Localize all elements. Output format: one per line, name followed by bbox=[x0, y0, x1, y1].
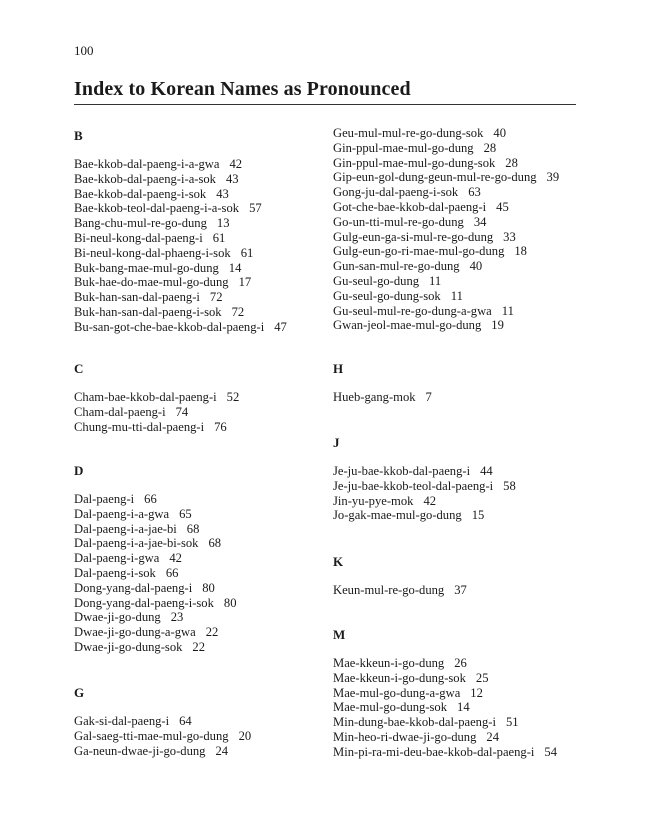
entry-name: Bi-neul-kong-dal-paeng-i bbox=[74, 230, 203, 245]
index-section bbox=[74, 463, 236, 655]
section-letter-heading: C bbox=[74, 361, 84, 376]
entry-page-number: 12 bbox=[470, 685, 483, 700]
index-entry bbox=[333, 289, 559, 304]
entry-page-number: 76 bbox=[214, 419, 227, 434]
entry-name: Geu-mul-mul-re-go-dung-sok bbox=[333, 126, 484, 140]
index-entry bbox=[74, 744, 251, 759]
entry-page-number: 26 bbox=[454, 656, 467, 670]
entry-page-number: 14 bbox=[457, 700, 470, 715]
entry-name: Bae-kkob-dal-paeng-i-a-sok bbox=[74, 171, 216, 186]
entry-page-number: 11 bbox=[450, 288, 463, 303]
index-entry bbox=[333, 390, 432, 405]
section-letter-heading: K bbox=[333, 554, 344, 569]
entry-page-number: 80 bbox=[223, 595, 237, 610]
entry-page-number: 65 bbox=[179, 506, 192, 521]
index-entry bbox=[333, 259, 559, 274]
entry-page-number: 22 bbox=[205, 625, 219, 640]
entry-page-number: 58 bbox=[503, 478, 516, 493]
entry-page-number: 25 bbox=[475, 670, 489, 685]
entry-page-number: 61 bbox=[212, 230, 226, 245]
entry-page-number: 24 bbox=[215, 743, 229, 758]
entry-name: Gu-seul-go-dung bbox=[333, 273, 420, 288]
entry-page-number: 42 bbox=[169, 551, 182, 566]
entry-name: Gulg-eun-ga-si-mul-re-go-dung bbox=[333, 229, 494, 244]
entry-name: Cham-bae-kkob-dal-paeng-i bbox=[74, 390, 217, 404]
entry-page-number: 40 bbox=[493, 126, 506, 140]
index-entry bbox=[74, 625, 236, 640]
entry-page-number: 28 bbox=[483, 140, 497, 155]
index-section bbox=[333, 554, 467, 598]
entry-page-number: 23 bbox=[170, 610, 184, 625]
entry-name: Gin-ppul-mae-mul-go-dung bbox=[333, 140, 474, 155]
index-entry bbox=[333, 479, 516, 494]
entry-page-number: 44 bbox=[480, 464, 493, 478]
entry-name: Buk-bang-mae-mul-go-dung bbox=[74, 260, 219, 275]
entry-name: Keun-mul-re-go-dung bbox=[333, 583, 445, 597]
entry-name: Gip-eun-gol-dung-geun-mul-re-go-dung bbox=[333, 170, 537, 185]
entry-name: Dal-paeng-i-gwa bbox=[74, 551, 160, 566]
index-entry bbox=[74, 275, 287, 290]
section-letter-heading: H bbox=[333, 361, 344, 376]
entry-page-number: 54 bbox=[544, 744, 558, 759]
index-entry bbox=[333, 464, 516, 479]
page-title: Index to Korean Names as Pronounced bbox=[74, 78, 576, 105]
index-entry bbox=[74, 729, 251, 744]
index-entry bbox=[74, 390, 239, 405]
index-entry bbox=[74, 566, 236, 581]
entry-name: Mae-kkeun-i-go-dung bbox=[333, 656, 445, 670]
index-entry bbox=[333, 185, 559, 200]
index-entry bbox=[74, 536, 236, 551]
index-entry bbox=[74, 157, 287, 172]
entry-page-number: 13 bbox=[216, 216, 230, 231]
index-entry bbox=[333, 156, 559, 171]
entry-name: Bae-kkob-dal-paeng-i-a-gwa bbox=[74, 157, 220, 171]
index-section bbox=[74, 128, 287, 335]
index-entry bbox=[333, 200, 559, 215]
entry-name: Ga-neun-dwae-ji-go-dung bbox=[74, 743, 206, 758]
entry-name: Bae-kkob-dal-paeng-i-sok bbox=[74, 186, 207, 201]
entry-name: Dal-paeng-i-a-gwa bbox=[74, 506, 170, 521]
entry-name: Gu-seul-go-dung-sok bbox=[333, 288, 441, 303]
entry-name: Hueb-gang-mok bbox=[333, 390, 416, 404]
entry-page-number: 51 bbox=[505, 715, 519, 730]
index-entry bbox=[74, 522, 236, 537]
index-entry bbox=[74, 640, 236, 655]
section-letter-heading: D bbox=[74, 463, 84, 478]
entry-page-number: 68 bbox=[186, 521, 200, 536]
entry-page-number: 37 bbox=[454, 583, 467, 597]
index-section bbox=[333, 126, 559, 333]
index-entry bbox=[333, 126, 559, 141]
index-entry bbox=[333, 304, 559, 319]
entry-name: Dal-paeng-i-a-jae-bi-sok bbox=[74, 536, 199, 551]
entry-page-number: 47 bbox=[274, 319, 287, 334]
entry-name: Jin-yu-pye-mok bbox=[333, 493, 414, 508]
entry-page-number: 63 bbox=[468, 185, 481, 200]
index-section bbox=[333, 361, 432, 405]
index-entry bbox=[333, 686, 557, 701]
entry-page-number: 80 bbox=[202, 580, 215, 595]
index-entry bbox=[74, 231, 287, 246]
index-entry bbox=[333, 583, 467, 598]
entry-name: Dwae-ji-go-dung bbox=[74, 610, 161, 625]
index-entry bbox=[74, 581, 236, 596]
index-entry bbox=[74, 492, 236, 507]
entry-name: Gong-ju-dal-paeng-i-sok bbox=[333, 185, 459, 200]
index-entry bbox=[74, 246, 287, 261]
section-letter-heading: B bbox=[74, 128, 83, 143]
section-letter-heading: M bbox=[333, 627, 346, 642]
index-entry bbox=[333, 494, 516, 509]
entry-name: Buk-hae-do-mae-mul-go-dung bbox=[74, 275, 229, 290]
index-entry bbox=[333, 656, 557, 671]
index-entry bbox=[333, 730, 557, 745]
entry-page-number: 72 bbox=[209, 290, 223, 305]
entry-page-number: 45 bbox=[496, 199, 509, 214]
entry-page-number: 42 bbox=[229, 157, 243, 171]
entry-page-number: 57 bbox=[249, 201, 262, 216]
index-entry bbox=[333, 715, 557, 730]
entry-name: Dal-paeng-i-sok bbox=[74, 565, 156, 580]
index-entry bbox=[74, 507, 236, 522]
index-entry bbox=[74, 305, 287, 320]
entry-name: Go-un-tti-mul-re-go-dung bbox=[333, 214, 464, 229]
index-entry bbox=[74, 216, 287, 231]
entry-name: Dwae-ji-go-dung-a-gwa bbox=[74, 625, 196, 640]
entry-name: Gwan-jeol-mae-mul-go-dung bbox=[333, 318, 482, 333]
index-entry bbox=[74, 261, 287, 276]
entry-name: Chung-mu-tti-dal-paeng-i bbox=[74, 419, 205, 434]
index-entry bbox=[333, 318, 559, 333]
entry-page-number: 11 bbox=[429, 273, 442, 288]
entry-page-number: 39 bbox=[546, 170, 560, 185]
index-section bbox=[74, 361, 239, 434]
entry-page-number: 28 bbox=[505, 155, 518, 170]
entry-name: Gun-san-mul-re-go-dung bbox=[333, 259, 460, 274]
entry-page-number: 66 bbox=[144, 492, 157, 506]
entry-name: Min-dung-bae-kkob-dal-paeng-i bbox=[333, 715, 496, 730]
section-letter-heading: G bbox=[74, 685, 85, 700]
entry-name: Gak-si-dal-paeng-i bbox=[74, 714, 170, 728]
entry-page-number: 14 bbox=[228, 260, 242, 275]
entry-name: Buk-han-san-dal-paeng-i-sok bbox=[74, 304, 222, 319]
index-section bbox=[333, 435, 516, 523]
index-entry bbox=[333, 508, 516, 523]
entry-page-number: 61 bbox=[240, 245, 254, 260]
entry-page-number: 11 bbox=[501, 303, 514, 318]
index-entry bbox=[74, 290, 287, 305]
entry-name: Jo-gak-mae-mul-go-dung bbox=[333, 508, 462, 523]
entry-name: Min-pi-ra-mi-deu-bae-kkob-dal-paeng-i bbox=[333, 744, 535, 759]
index-entry bbox=[74, 405, 239, 420]
entry-name: Dong-yang-dal-paeng-i-sok bbox=[74, 595, 214, 610]
entry-page-number: 42 bbox=[423, 493, 437, 508]
entry-page-number: 72 bbox=[231, 304, 245, 319]
entry-name: Dwae-ji-go-dung-sok bbox=[74, 639, 183, 654]
index-entry bbox=[333, 230, 559, 245]
entry-name: Buk-han-san-dal-paeng-i bbox=[74, 290, 200, 305]
entry-name: Min-heo-ri-dwae-ji-go-dung bbox=[333, 729, 477, 744]
entry-name: Bi-neul-kong-dal-phaeng-i-sok bbox=[74, 245, 231, 260]
entry-name: Gal-saeg-tti-mae-mul-go-dung bbox=[74, 728, 229, 743]
index-entry bbox=[333, 170, 559, 185]
index-entry bbox=[74, 610, 236, 625]
index-section bbox=[333, 627, 557, 760]
entry-page-number: 74 bbox=[175, 404, 189, 419]
entry-page-number: 33 bbox=[503, 229, 516, 244]
entry-page-number: 19 bbox=[491, 318, 504, 333]
index-entry bbox=[74, 596, 236, 611]
entry-page-number: 22 bbox=[192, 639, 206, 654]
entry-page-number: 52 bbox=[226, 390, 240, 404]
entry-name: Mae-mul-go-dung-sok bbox=[333, 700, 448, 715]
entry-page-number: 66 bbox=[165, 565, 179, 580]
entry-name: Dong-yang-dal-paeng-i bbox=[74, 580, 193, 595]
index-entry bbox=[333, 274, 559, 289]
index-entry bbox=[74, 201, 287, 216]
index-entry bbox=[333, 244, 559, 259]
entry-name: Bu-san-got-che-bae-kkob-dal-paeng-i bbox=[74, 319, 265, 334]
entry-name: Gu-seul-mul-re-go-dung-a-gwa bbox=[333, 303, 492, 318]
index-entry bbox=[74, 420, 239, 435]
entry-page-number: 15 bbox=[471, 508, 485, 523]
entry-page-number: 24 bbox=[486, 729, 499, 744]
entry-page-number: 17 bbox=[238, 275, 252, 290]
entry-name: Bae-kkob-teol-dal-paeng-i-a-sok bbox=[74, 201, 240, 216]
entry-page-number: 68 bbox=[208, 536, 222, 551]
entry-name: Bang-chu-mul-re-go-dung bbox=[74, 216, 207, 231]
entry-name: Je-ju-bae-kkob-dal-paeng-i bbox=[333, 464, 471, 478]
entry-name: Je-ju-bae-kkob-teol-dal-paeng-i bbox=[333, 478, 494, 493]
entry-page-number: 40 bbox=[469, 259, 483, 274]
entry-name: Dal-paeng-i-a-jae-bi bbox=[74, 521, 177, 536]
entry-name: Got-che-bae-kkob-dal-paeng-i bbox=[333, 199, 487, 214]
page-number: 100 bbox=[74, 43, 94, 58]
index-entry bbox=[74, 714, 251, 729]
entry-page-number: 64 bbox=[179, 714, 192, 728]
index-entry bbox=[74, 187, 287, 202]
entry-page-number: 43 bbox=[225, 171, 239, 186]
index-entry bbox=[74, 320, 287, 335]
section-letter-heading: J bbox=[333, 435, 340, 450]
index-entry bbox=[333, 745, 557, 760]
entry-name: Mae-mul-go-dung-a-gwa bbox=[333, 685, 461, 700]
index-entry bbox=[333, 700, 557, 715]
entry-page-number: 20 bbox=[238, 728, 252, 743]
index-entry bbox=[333, 215, 559, 230]
index-entry bbox=[333, 671, 557, 686]
index-entry bbox=[333, 141, 559, 156]
index-section bbox=[74, 685, 251, 758]
index-entry bbox=[74, 551, 236, 566]
entry-page-number: 18 bbox=[514, 244, 527, 259]
entry-page-number: 7 bbox=[425, 390, 432, 404]
entry-page-number: 34 bbox=[473, 214, 487, 229]
entry-page-number: 43 bbox=[216, 186, 229, 201]
entry-name: Gin-ppul-mae-mul-go-dung-sok bbox=[333, 155, 496, 170]
entry-name: Dal-paeng-i bbox=[74, 492, 135, 506]
entry-name: Mae-kkeun-i-go-dung-sok bbox=[333, 670, 466, 685]
entry-name: Gulg-eun-go-ri-mae-mul-go-dung bbox=[333, 244, 505, 259]
index-entry bbox=[74, 172, 287, 187]
entry-name: Cham-dal-paeng-i bbox=[74, 404, 166, 419]
